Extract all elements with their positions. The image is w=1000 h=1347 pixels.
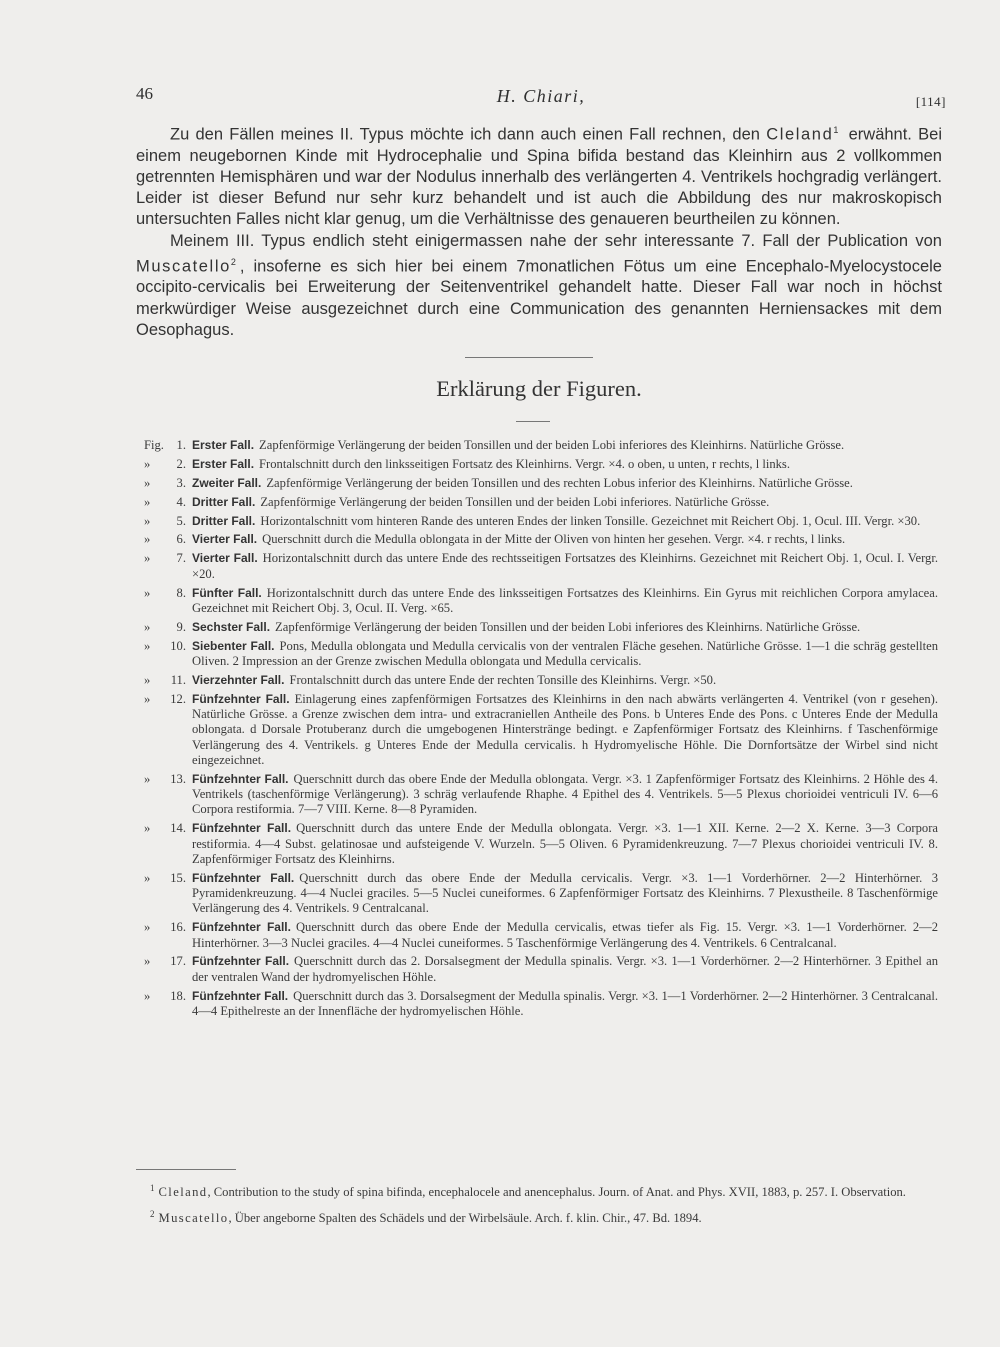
footnote-text: , Über angeborne Spalten des Schädels und der Wirbelsäule. Arch. f. klin. Chir., 47. Bd. 1894. <box>228 1211 702 1226</box>
figure-description: Einlagerung eines zapfenförmigen Fortsatzes des Kleinhirns in den nach abwärts verlängerten 4. Ventrikel (von r gesehen). Natürliche Grösse. a Grenze zwischen dem intra- und extracraniellen Antheile des Pons. b Unteres Ende des Pons. c Unteres Ende der Medulla oblongata. d Dorsale Protuberanz durch die umgebogenen Hinterstränge bedingt. e Zapfenförmiger Fortsatz des Kleinhirns. f Taschenförmige Verlängerung des 4. Ventrikels. g Unteres Ende der Medulla cervicalis. h Hydromyelische Höhle. Die Dornfortsätze der Wirbel sind nicht eingezeichnet. <box>192 691 938 767</box>
footnote-divider <box>136 1169 236 1170</box>
figure-description: Querschnitt durch das obere Ende der Medulla oblongata. Vergr. ×3. 1 Zapfenförmiger Fortsatz des Kleinhirns. 2 Höhle des 4. Ventrikels (taschenförmige Verlängerung). 3 schräg verlaufende Rhaphe. 4 Epithel des 4. Ventrikels. 5—5 Plexus chorioidei ventriculi IV. 6—6 Corpora restiformia. 7—7 VIII. Kerne. 8—8 Pyramiden. <box>192 771 938 817</box>
footnote-reference: 2 <box>230 256 236 267</box>
case-label: Zweiter Fall. <box>192 475 262 490</box>
case-label: Erster Fall. <box>192 456 255 471</box>
case-label: Sechster Fall. <box>192 619 271 634</box>
figure-description: Frontalschnitt durch den linksseitigen Fortsatz des Kleinhirns. Vergr. ×4. o oben, u unten, r rechts, l links. <box>259 456 790 471</box>
figure-caption <box>136 871 938 917</box>
footnote-text: , Contribution to the study of spina bifinda, encephalocele and anencephalus. Journ. of Anat. and Phys. XVII, 1883, p. 257. I. Observation. <box>207 1185 906 1200</box>
figure-caption <box>136 476 938 491</box>
figure-number: 11. <box>170 672 186 687</box>
case-label: Fünfzehnter Fall. <box>192 771 289 786</box>
footnote-mark: 2 <box>150 1209 155 1220</box>
figure-caption <box>136 620 938 635</box>
footnotes <box>136 1180 942 1232</box>
figure-caption <box>136 821 938 867</box>
figure-description: Frontalschnitt durch das untere Ende der rechten Tonsille des Kleinhirns. Vergr. ×50. <box>289 672 717 687</box>
figure-list <box>136 438 938 1023</box>
figure-prefix: » <box>144 551 151 566</box>
author-name: Cleland <box>766 125 834 144</box>
case-label: Fünfzehnter Fall. <box>192 870 295 885</box>
figure-description: Zapfenförmige Verlängerung der beiden Tonsillen und der beiden Lobi inferiores des Kleinhirns. Natürliche Grösse. <box>259 438 845 452</box>
figure-caption <box>136 639 938 670</box>
author-name: Cleland <box>158 1185 208 1200</box>
figure-description: Zapfenförmige Verlängerung der beiden Tonsillen und der beiden Lobi inferiores. Natürliche Grösse. <box>260 494 770 509</box>
figure-caption <box>136 989 938 1020</box>
figure-description: Querschnitt durch das obere Ende der Medulla cervicalis. Vergr. ×3. 1—1 Vorderhörner. 2—2 Hinterhörner. 3 Pyramidenkreuzung. 4—4 Nuclei graciles. 5—5 Nuclei cuneiformes. 6 Zapfenförmiger Fortsatz des Kleinhirns. 7 Plexustheile. 8 Taschenförmige Verlängerung des 4. Ventrikels. 9 Centralcanal. <box>192 870 939 916</box>
figure-number: 14. <box>170 821 186 836</box>
figure-description: Zapfenförmige Verlängerung der beiden Tonsillen und des rechten Lobus inferior des Kleinhirns. Natürliche Grösse. <box>266 475 853 490</box>
figure-number: 12. <box>170 691 186 706</box>
figure-prefix: » <box>144 920 151 935</box>
author-name: Muscatello <box>158 1211 229 1226</box>
figure-prefix: » <box>144 494 151 509</box>
figure-caption <box>136 920 938 951</box>
title-divider <box>516 421 550 422</box>
figure-number: 13. <box>170 771 186 786</box>
figure-caption <box>136 954 938 985</box>
figure-caption <box>136 457 938 472</box>
figure-caption <box>136 438 938 453</box>
figure-prefix: » <box>144 988 151 1003</box>
section-title: Erklärung der Figuren. <box>436 376 642 401</box>
footnote <box>136 1180 942 1200</box>
figure-number: 1. <box>176 438 186 452</box>
figure-number: 18. <box>170 988 186 1003</box>
figure-number: 2. <box>176 456 186 471</box>
figure-caption <box>136 586 938 617</box>
figure-prefix: » <box>144 585 151 600</box>
figure-number: 4. <box>176 494 186 509</box>
figure-prefix: » <box>144 821 151 836</box>
body-text <box>136 120 942 341</box>
figure-prefix: » <box>144 513 151 528</box>
figure-description: Querschnitt durch das untere Ende der Medulla oblongata. Vergr. ×3. 1—1 XII. Kerne. 2—2 X. Kerne. 3—3 Corpora restiformia. 4—4 Subst. gelatinosae und aufsteigende V. Wurzeln. 5—5 Oliven. 6 Pyramidenkreuzung. 7—7 Plexus chorioidei ventriculi IV. 8. Zapfenförmiger Fortsatz des Kleinhirns. <box>192 821 938 866</box>
figure-prefix: » <box>144 532 151 547</box>
figure-number: 7. <box>176 551 186 566</box>
case-label: Vierter Fall. <box>192 551 258 566</box>
figure-prefix: » <box>144 456 151 471</box>
figure-description: Querschnitt durch das obere Ende der Medulla cervicalis, etwas tiefer als Fig. 15. Vergr. ×3. 1—1 Vorderhörner. 2—2 Hinterhörner. 3—3 Nuclei graciles. 4—4 Nuclei cuneiformes. 5 Taschenförmige Verlängerung des 4. Ventrikels. 6 Centralcanal. <box>192 920 939 950</box>
figure-number: 9. <box>176 619 186 634</box>
figure-number: 17. <box>170 954 186 969</box>
case-label: Fünfzehnter Fall. <box>192 988 289 1003</box>
figure-prefix: » <box>144 475 151 490</box>
case-label: Fünfzehnter Fall. <box>192 691 290 706</box>
page-number: 46 <box>136 84 153 103</box>
figure-number: 15. <box>170 870 186 885</box>
figure-description: Querschnitt durch das 3. Dorsalsegment der Medulla spinalis. Vergr. ×3. 1—1 Vorderhörner. 2—2 Hinterhörner. 3 Centralcanal. 4—4 Epithelreste an der Innenfläche der hydromyelischen Höhle. <box>192 988 939 1018</box>
case-label: Erster Fall. <box>192 438 255 452</box>
figure-number: 6. <box>176 532 186 547</box>
paragraph-2: Meinem III. Typus endlich steht einigermassen nahe der sehr interessante 7. Fall der Publication von Muscatello$^2$ , insoferne es sich hier bei einem 7monatlichen Fötus um eine Encephalo-Myelocystocele occipito-cervicalis bei Erweiterung der Seitenventrikel gehandelt hatte. Dieser Fall war noch in höchst merkwürdiger Weise ausgezeichnet durch eine Communication des genannten Herniensackes mit dem Oesophagus. <box>136 231 942 339</box>
case-label: Fünfter Fall. <box>192 585 262 600</box>
case-label: Siebenter Fall. <box>192 638 275 653</box>
figure-caption <box>136 673 938 688</box>
original-page-number: [114] <box>915 94 946 109</box>
case-label: Fünfzehnter Fall. <box>192 920 291 935</box>
figure-caption <box>136 692 938 768</box>
running-title: H. Chiari, <box>496 86 586 106</box>
figure-prefix: » <box>144 619 151 634</box>
figure-prefix: » <box>144 870 151 885</box>
figure-prefix: » <box>144 691 151 706</box>
figure-description: Querschnitt durch die Medulla oblongata in der Mitte der Oliven von hinten her gesehen. Vergr. ×4. r rechts, l links. <box>262 532 846 547</box>
figure-number: 16. <box>170 920 186 935</box>
case-label: Vierzehnter Fall. <box>192 672 285 687</box>
footnote <box>136 1206 942 1226</box>
figure-caption <box>136 551 938 582</box>
figure-description: Horizontalschnitt durch das untere Ende des rechtsseitigen Fortsatzes des Kleinhirns. Gezeichnet mit Reichert Obj. 1, Ocul. I. Vergr. ×20. <box>192 551 938 581</box>
figure-prefix: » <box>144 672 151 687</box>
figure-prefix: » <box>144 954 151 969</box>
case-label: Vierter Fall. <box>192 532 258 547</box>
figure-description: Horizontalschnitt durch das untere Ende des linksseitigen Fortsatzes des Kleinhirns. Ein Gyrus mit reichlichen Corpora amylacea. Gezeichnet mit Reichert Obj. 3, Ocul. II. Verg. ×65. <box>192 585 938 615</box>
figure-caption <box>136 495 938 510</box>
case-label: Dritter Fall. <box>192 494 256 509</box>
author-name: Muscatello <box>136 257 231 276</box>
figure-description: Pons, Medulla oblongata und Medulla cervicalis von der ventralen Fläche gesehen. Natürliche Grösse. 1—1 die schräg gestellten Oliven. 2 Impression an der Grenze zwischen Medulla oblongata und Medulla cervicalis. <box>192 638 938 668</box>
figure-caption <box>136 514 938 529</box>
paragraph-1: Zu den Fällen meines II. Typus möchte ich dann auch einen Fall rechnen, den Cleland$^1$ erwähnt. Bei einem neugebornen Kinde mit Hydrocephalie und Spina bifida bestand das Kleinhirn aus 2 vollkommen getrennten Hemisphären und war der Nodulus innerhalb des verlängerten 4. Ventrikels hochgradig verlängert. Leider ist dieser Befund nur sehr kurz behandelt und ist auch die Abbildung des nur makroskopisch untersuchten Falles nicht klar genug, um die Verhältnisse des genaueren beurtheilen zu können. <box>136 125 942 229</box>
case-label: Fünfzehnter Fall. <box>192 821 292 836</box>
page-header <box>136 84 946 114</box>
figure-number: 5. <box>176 513 186 528</box>
figure-description: Querschnitt durch das 2. Dorsalsegment der Medulla spinalis. Vergr. ×3. 1—1 Vorderhörner. 2—2 Hinterhörner. 3 Epithel an der ventralen Wand der hydromyelischen Höhle. <box>192 954 939 984</box>
case-label: Dritter Fall. <box>192 513 256 528</box>
figure-prefix: » <box>144 771 151 786</box>
figure-number: 3. <box>176 475 186 490</box>
footnote-mark: 1 <box>150 1183 155 1193</box>
figure-prefix: » <box>144 638 151 653</box>
section-divider <box>465 357 593 358</box>
footnote-reference: 1 <box>833 125 839 135</box>
figure-number: 10. <box>170 638 186 653</box>
figure-prefix: Fig. <box>144 438 164 452</box>
figure-description: Zapfenförmige Verlängerung der beiden Tonsillen und der beiden Lobi inferiores des Kleinhirns. Natürliche Grösse. <box>275 619 861 634</box>
figure-number: 8. <box>176 585 186 600</box>
figure-description: Horizontalschnitt vom hinteren Rande des unteren Endes der linken Tonsille. Gezeichnet mit Reichert Obj. 1, Ocul. III. Vergr. ×30. <box>260 513 921 528</box>
figure-caption <box>136 532 938 547</box>
figure-caption <box>136 772 938 818</box>
case-label: Fünfzehnter Fall. <box>192 954 290 969</box>
